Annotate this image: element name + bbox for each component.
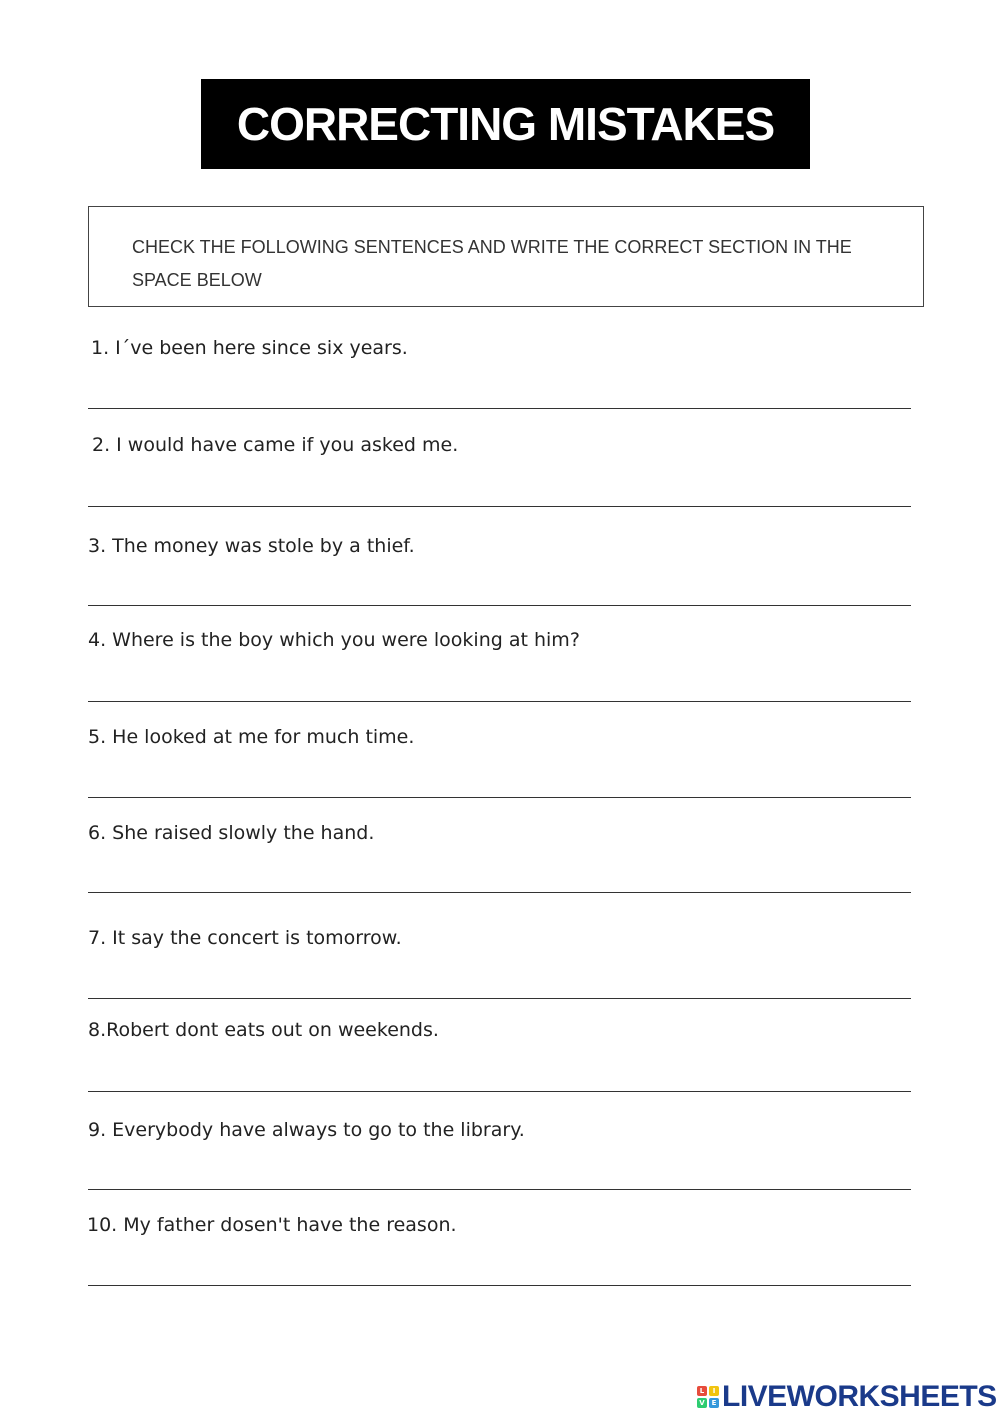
instruction-box bbox=[88, 206, 924, 307]
answer-line[interactable] bbox=[88, 701, 911, 702]
page-title: CORRECTING MISTAKES bbox=[236, 98, 775, 150]
logo-tile: V bbox=[697, 1398, 707, 1408]
question-text: 1. I´ve been here since six years. bbox=[91, 337, 408, 359]
question-text: 6. She raised slowly the hand. bbox=[88, 822, 375, 844]
instruction-text: CHECK THE FOLLOWING SENTENCES AND WRITE THE CORRECT SECTION IN THE SPACE BELOW bbox=[132, 237, 852, 290]
title-banner bbox=[201, 79, 810, 169]
answer-line[interactable] bbox=[88, 797, 911, 798]
answer-line[interactable] bbox=[88, 605, 911, 606]
brand-watermark bbox=[697, 1380, 997, 1414]
logo-tile: E bbox=[709, 1398, 719, 1408]
question-text: 9. Everybody have always to go to the library. bbox=[88, 1119, 525, 1141]
question-text: 3. The money was stole by a thief. bbox=[88, 535, 415, 557]
logo-tile: L bbox=[697, 1386, 707, 1396]
question-text: 2. I would have came if you asked me. bbox=[92, 434, 459, 456]
answer-line[interactable] bbox=[88, 892, 911, 893]
question-text: 4. Where is the boy which you were looking at him? bbox=[88, 629, 580, 651]
question-text: 8.Robert dont eats out on weekends. bbox=[88, 1019, 439, 1041]
answer-line[interactable] bbox=[88, 408, 911, 409]
answer-line[interactable] bbox=[88, 1285, 911, 1286]
answer-line[interactable] bbox=[88, 506, 911, 507]
question-text: 7. It say the concert is tomorrow. bbox=[88, 927, 402, 949]
answer-line[interactable] bbox=[88, 1189, 911, 1190]
logo-tile: I bbox=[709, 1386, 719, 1396]
question-text: 10. My father dosen't have the reason. bbox=[87, 1214, 457, 1236]
answer-line[interactable] bbox=[88, 1091, 911, 1092]
question-text: 5. He looked at me for much time. bbox=[88, 726, 415, 748]
answer-line[interactable] bbox=[88, 998, 911, 999]
brand-logo-icon bbox=[697, 1386, 719, 1408]
brand-name: LIVEWORKSHEETS bbox=[722, 1380, 997, 1413]
